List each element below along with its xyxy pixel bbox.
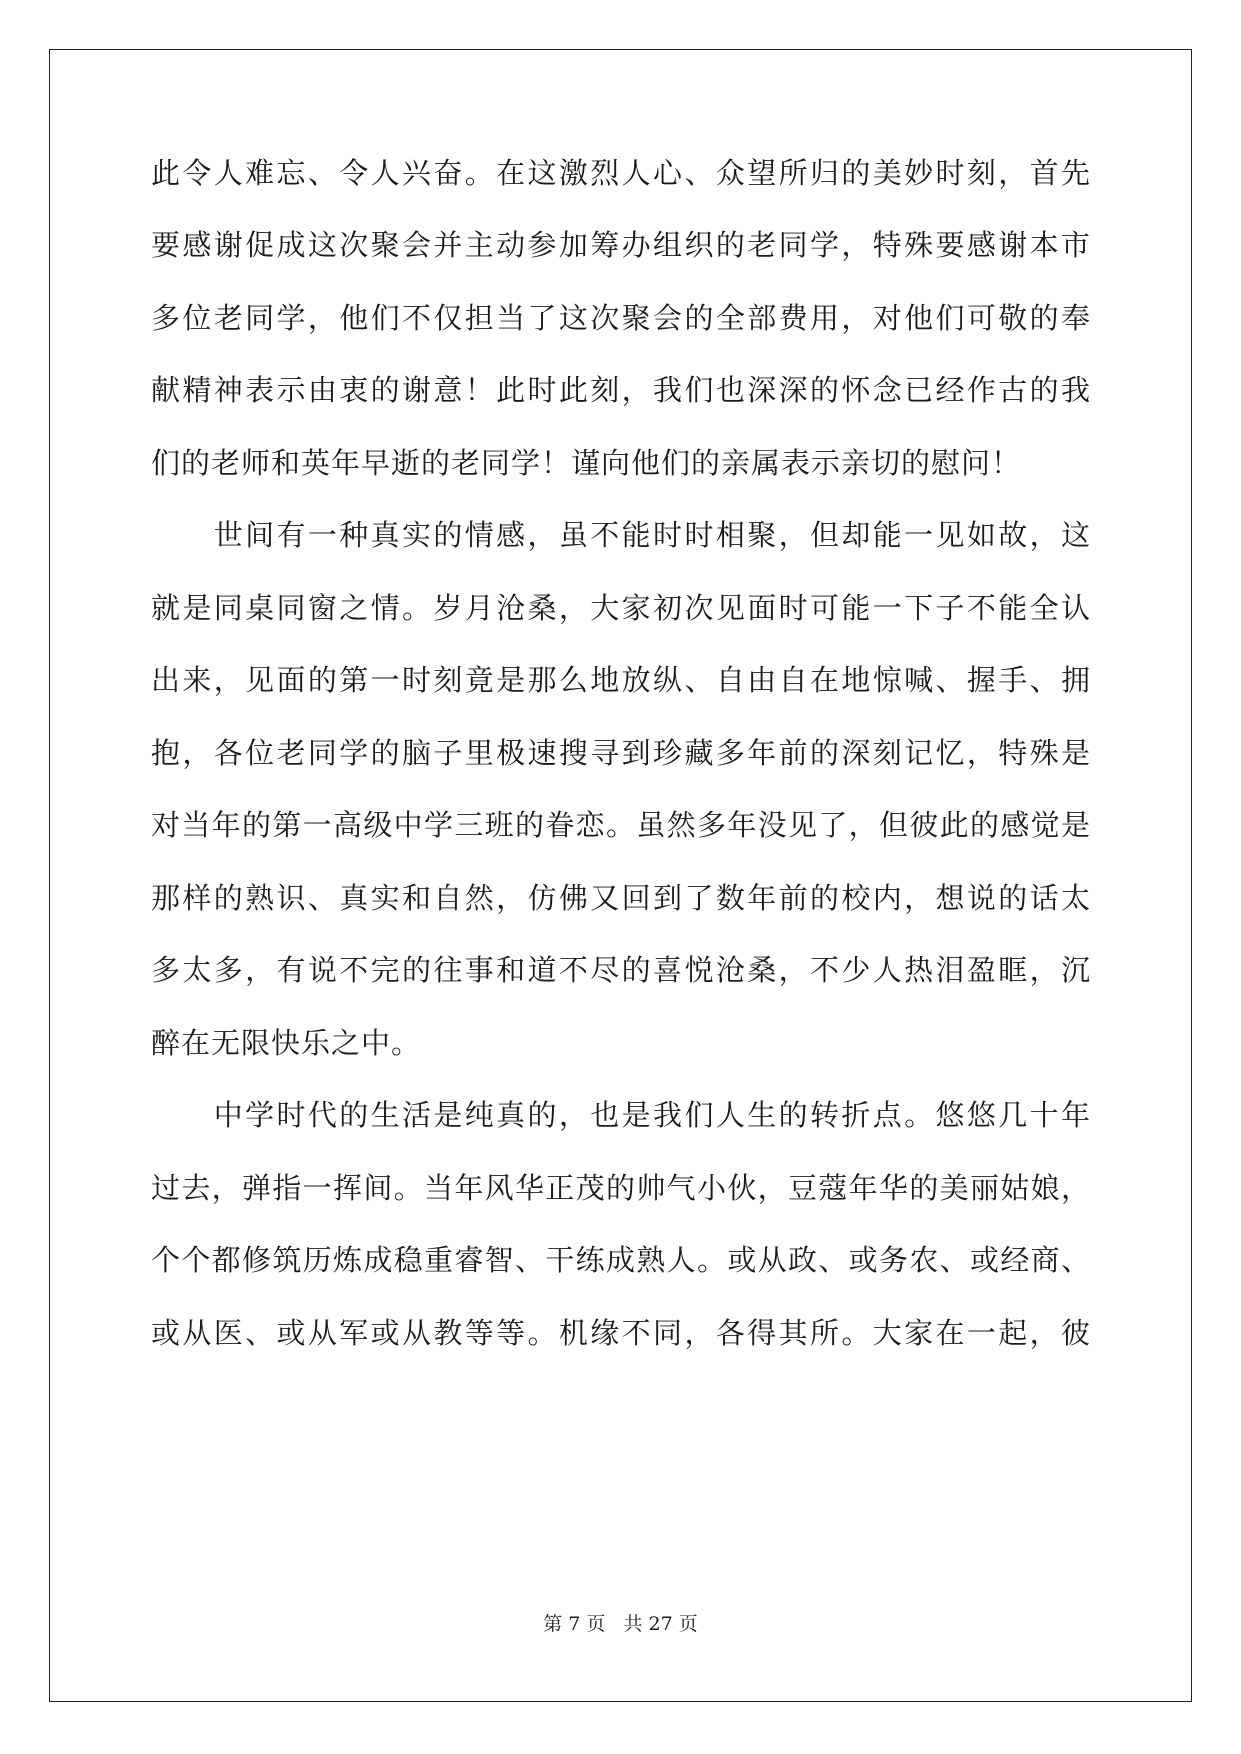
text-line: 就是同桌同窗之情。岁月沧桑，大家初次见面时可能一下子不能全认	[151, 591, 1091, 625]
text-line: 世间有一种真实的情感，虽不能时时相聚，但却能一见如故，这	[151, 518, 1091, 552]
text-line: 出来，见面的第一时刻竟是那么地放纵、自由自在地惊喊、握手、拥	[151, 663, 1091, 697]
text-line: 抱，各位老同学的脑子里极速搜寻到珍藏多年前的深刻记忆，特殊是	[151, 736, 1091, 770]
text-line: 中学时代的生活是纯真的，也是我们人生的转折点。悠悠几十年	[151, 1098, 1091, 1132]
text-line: 个个都修筑历炼成稳重睿智、干练成熟人。或从政、或务农、或经商、	[151, 1243, 1091, 1277]
page-border	[49, 49, 1192, 1702]
text-line: 献精神表示由衷的谢意！此时此刻，我们也深深的怀念已经作古的我	[151, 373, 1091, 407]
page-number: 第 7 页	[543, 1613, 606, 1635]
text-line: 多位老同学，他们不仅担当了这次聚会的全部费用，对他们可敬的奉	[151, 301, 1091, 335]
page-footer	[0, 1612, 1241, 1636]
text-line: 此令人难忘、令人兴奋。在这激烈人心、众望所归的美妙时刻，首先	[151, 156, 1091, 190]
page-total: 共 27 页	[623, 1613, 698, 1635]
text-line: 过去，弹指一挥间。当年风华正茂的帅气小伙，豆蔻年华的美丽姑娘，	[151, 1171, 1091, 1205]
text-line: 对当年的第一高级中学三班的眷恋。虽然多年没见了，但彼此的感觉是	[151, 808, 1091, 842]
text-line: 们的老师和英年早逝的老同学！谨向他们的亲属表示亲切的慰问！	[151, 446, 1022, 480]
text-line: 或从医、或从军或从教等等。机缘不同，各得其所。大家在一起，彼	[151, 1316, 1091, 1350]
text-line: 多太多，有说不完的往事和道不尽的喜悦沧桑，不少人热泪盈眶，沉	[151, 953, 1091, 987]
text-line: 醉在无限快乐之中。	[151, 1026, 422, 1060]
text-line: 那样的熟识、真实和自然，仿佛又回到了数年前的校内，想说的话太	[151, 881, 1091, 915]
text-line: 要感谢促成这次聚会并主动参加筹办组织的老同学，特殊要感谢本市	[151, 228, 1091, 262]
